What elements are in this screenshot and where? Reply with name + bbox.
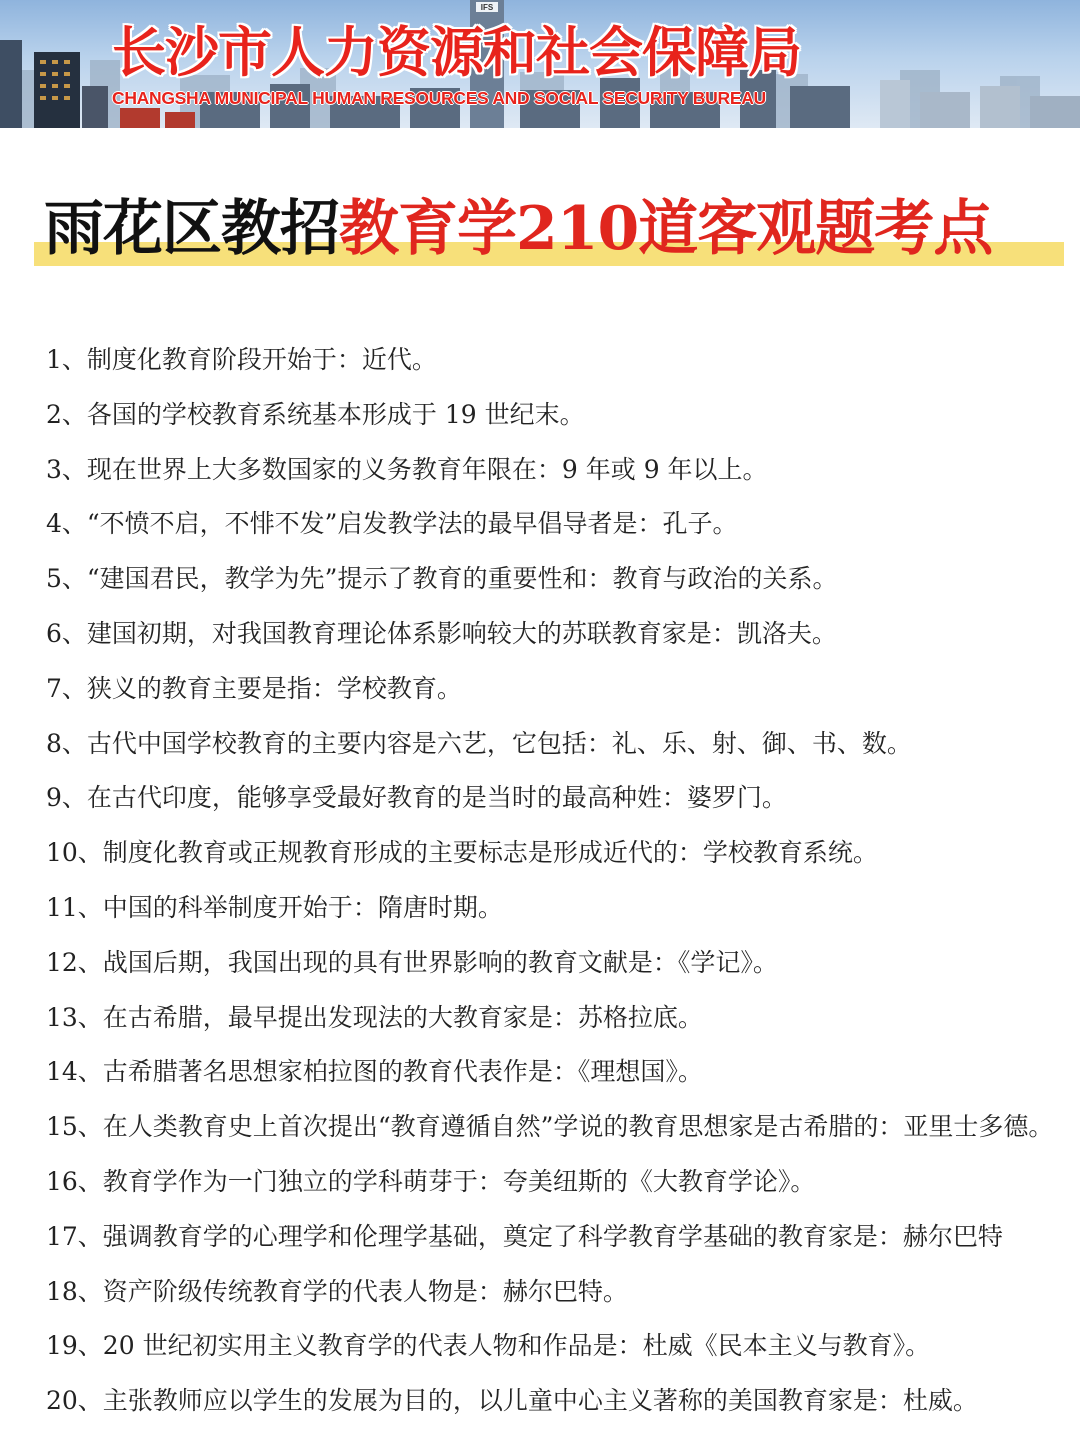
list-item: 4、“不愤不启，不悱不发”启发教学法的最早倡导者是：孔子。 <box>46 509 738 539</box>
bureau-name-english: CHANGSHA MUNICIPAL HUMAN RESOURCES AND SOCIAL SECURITY BUREAU <box>112 88 766 108</box>
title-part-district: 雨花区教招 <box>44 194 339 264</box>
list-item: 11、中国的科举制度开始于：隋唐时期。 <box>46 892 503 922</box>
bureau-name: 长沙市人力资源和社会保障局 <box>112 21 801 84</box>
list-item: 10、制度化教育或正规教育形成的主要标志是形成近代的：学校教育系统。 <box>46 838 878 868</box>
list-item: 19、20 世纪初实用主义教育学的代表人物和作品是：杜威《民本主义与教育》。 <box>46 1331 931 1361</box>
list-item: 15、在人类教育史上首次提出“教育遵循自然”学说的教育思想家是古希腊的：亚里士多德。 <box>46 1112 1054 1142</box>
header-banner <box>0 0 1080 128</box>
list-item: 5、“建国君民，教学为先”提示了教育的重要性和：教育与政治的关系。 <box>46 564 838 594</box>
list-item: 7、狭义的教育主要是指：学校教育。 <box>46 673 462 703</box>
list-item: 8、古代中国学校教育的主要内容是六艺，它包括：礼、乐、射、御、书、数。 <box>46 728 912 758</box>
list-item: 3、现在世界上大多数国家的义务教育年限在：9 年或 9 年以上。 <box>46 454 768 484</box>
list-item: 17、强调教育学的心理学和伦理学基础，奠定了科学教育学基础的教育家是：赫尔巴特 <box>46 1221 1003 1251</box>
list-item: 9、在古代印度，能够享受最好教育的是当时的最高种姓：婆罗门。 <box>46 783 787 813</box>
page-title <box>34 190 1064 280</box>
list-item: 16、教育学作为一门独立的学科萌芽于：夸美纽斯的《大教育学论》。 <box>46 1166 816 1196</box>
title-part-topic: 教育学210道客观题考点 <box>339 194 993 264</box>
ifs-sign: IFS <box>480 3 494 12</box>
list-item: 1、制度化教育阶段开始于：近代。 <box>46 345 437 374</box>
list-item: 13、在古希腊，最早提出发现法的大教育家是：苏格拉底。 <box>46 1002 703 1032</box>
question-list <box>46 333 1080 1429</box>
list-item: 6、建国初期，对我国教育理论体系影响较大的苏联教育家是：凯洛夫。 <box>46 618 837 648</box>
list-item: 14、古希腊著名思想家柏拉图的教育代表作是：《理想国》。 <box>46 1057 703 1087</box>
list-item: 18、资产阶级传统教育学的代表人物是：赫尔巴特。 <box>46 1276 628 1306</box>
list-item: 12、战国后期，我国出现的具有世界影响的教育文献是：《学记》。 <box>46 947 778 977</box>
title-text <box>44 190 992 268</box>
list-item: 2、各国的学校教育系统基本形成于 19 世纪末。 <box>46 399 585 429</box>
list-item: 20、主张教师应以学生的发展为目的，以儿童中心主义著称的美国教育家是：杜威。 <box>46 1386 978 1416</box>
